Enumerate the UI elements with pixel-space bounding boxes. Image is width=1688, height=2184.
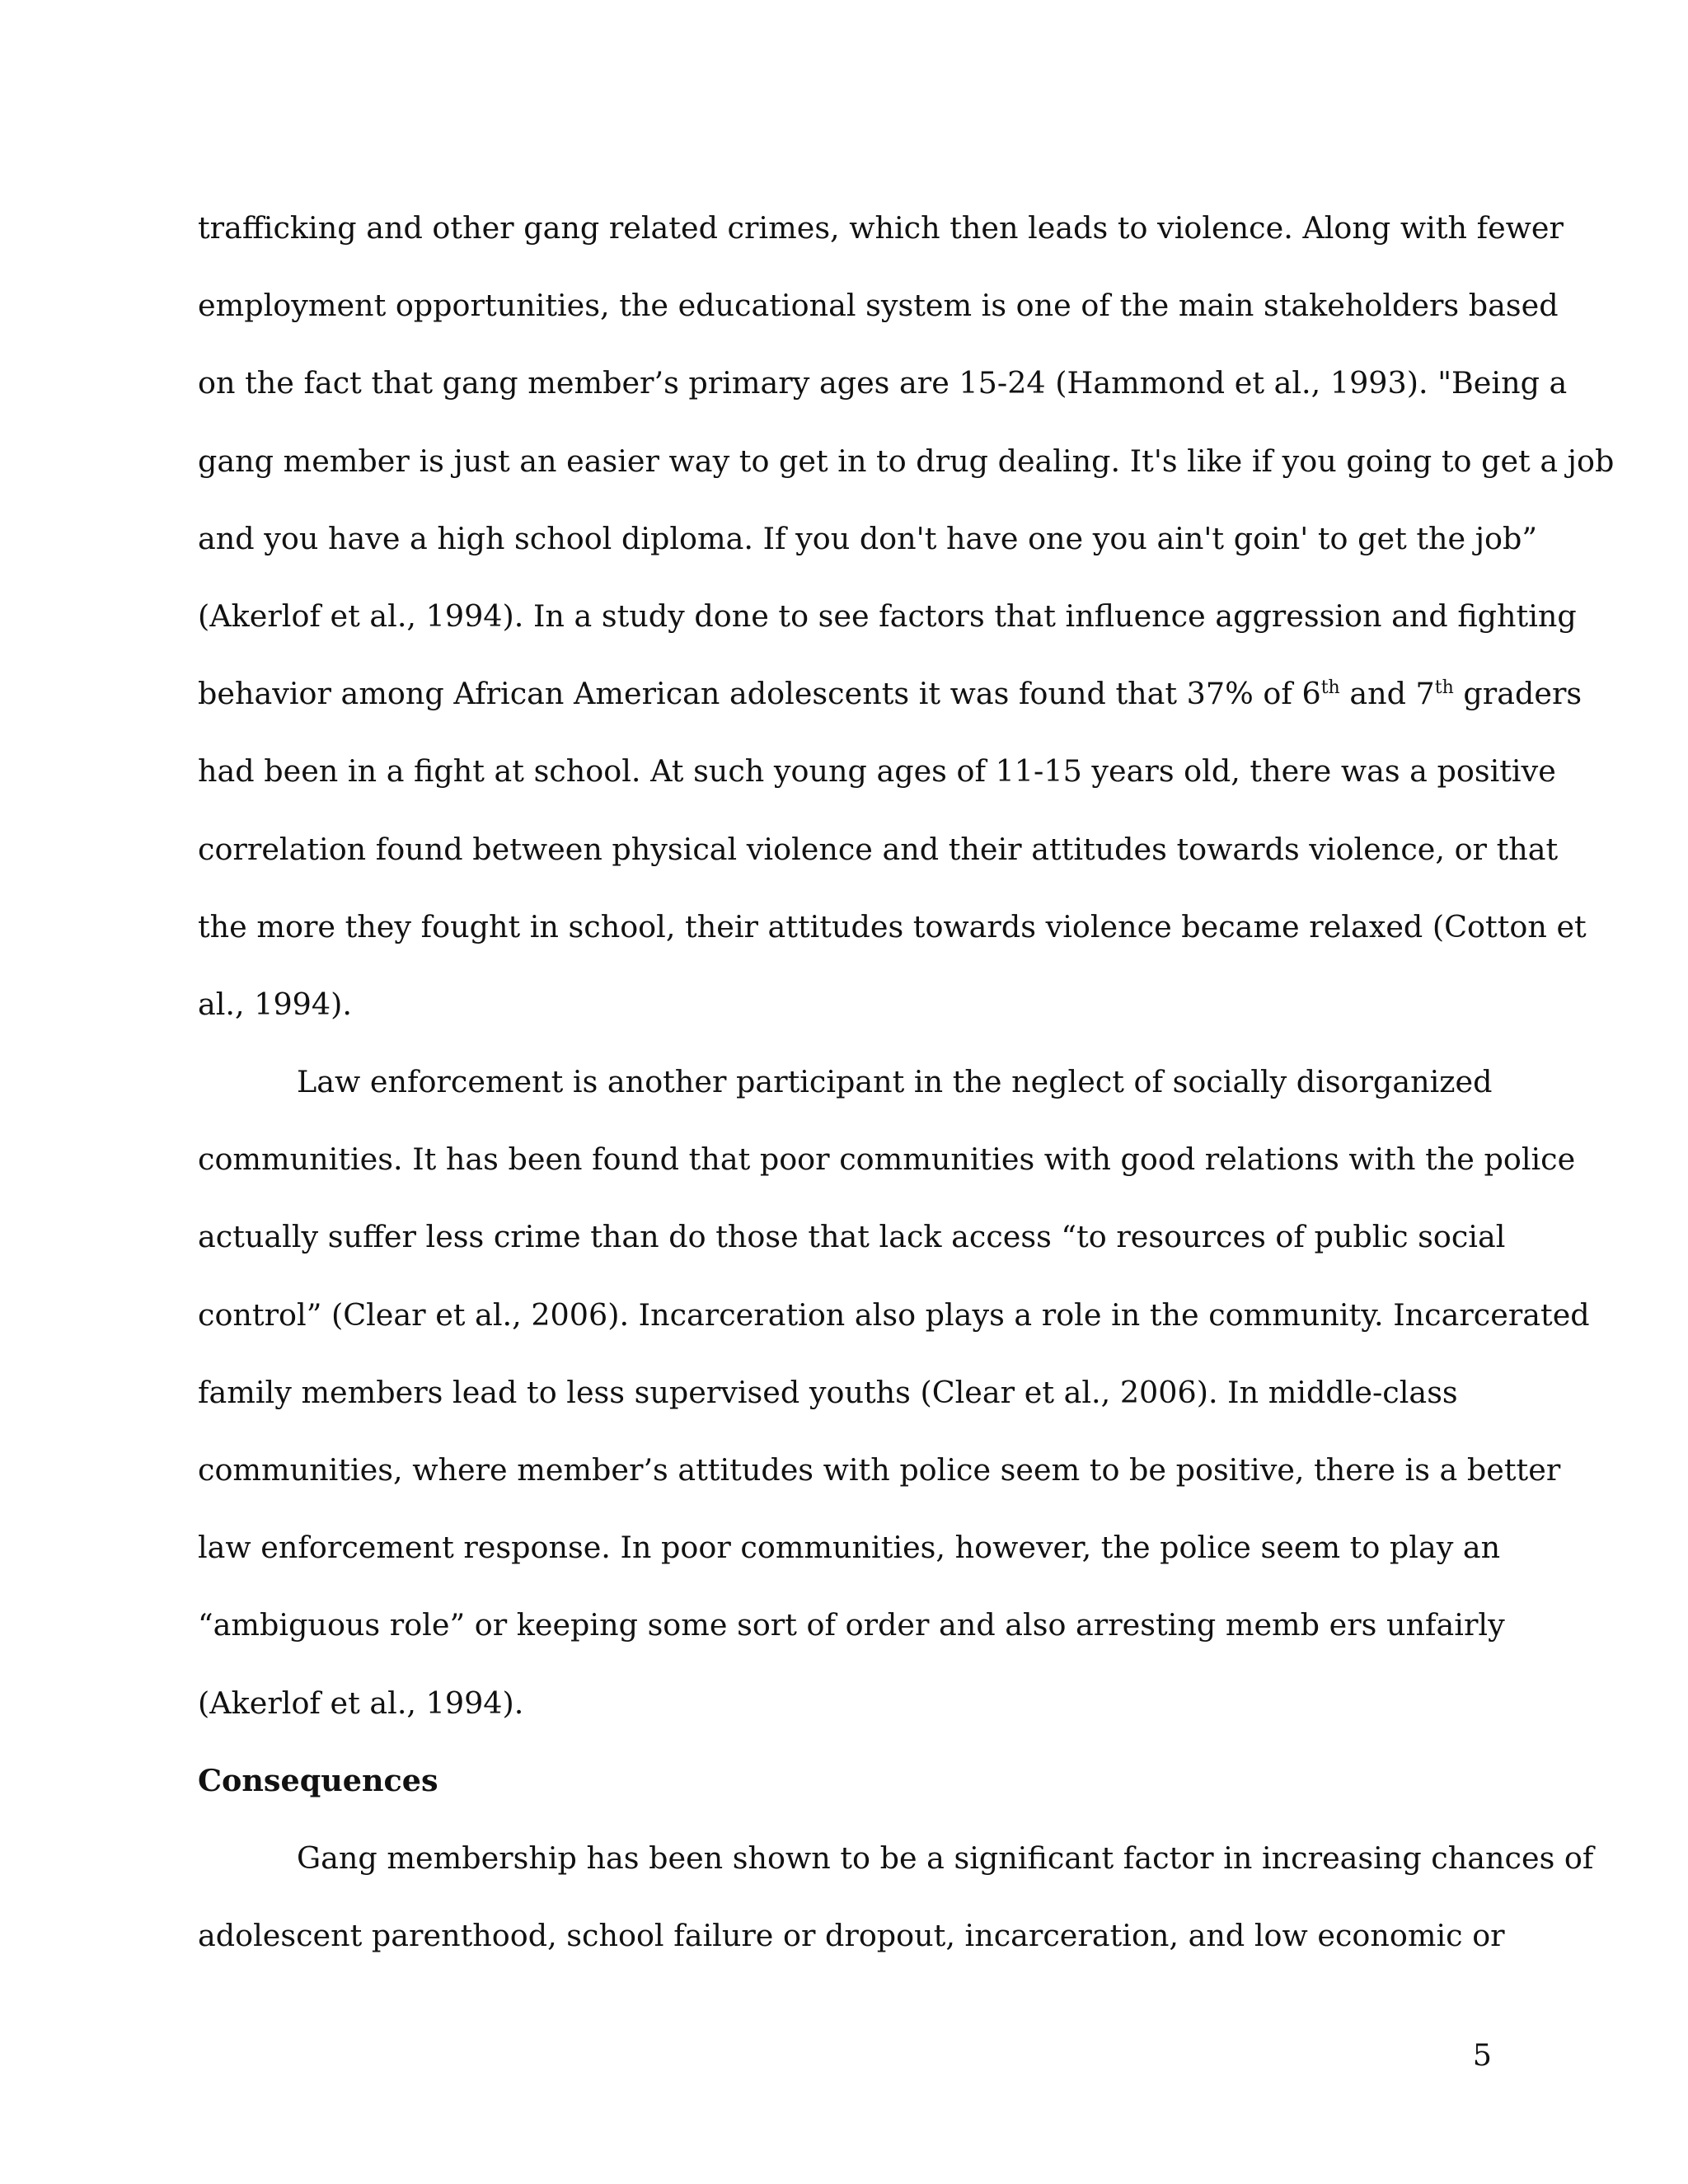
paragraph-start-line: Gang membership has been shown to be a significant factor in increasing chances of xyxy=(297,1840,1594,1876)
superscript: th xyxy=(1320,677,1340,698)
body-text xyxy=(198,190,1615,1975)
text-line: “ambiguous role” or keeping some sort of order and also arresting memb ers unfairly xyxy=(198,1607,1505,1643)
text-line: al., 1994). xyxy=(198,986,352,1022)
text-line: and you have a high school diploma. If you don't have one you ain't goin' to get the job” xyxy=(198,520,1538,556)
text-line: had been in a fight at school. At such young ages of 11-15 years old, there was a positive xyxy=(198,753,1556,790)
text-line: (Akerlof et al., 1994). xyxy=(198,1685,524,1721)
text-line: communities. It has been found that poor communities with good relations with the police xyxy=(198,1141,1576,1178)
text-line: employment opportunities, the educational system is one of the main stakeholders based xyxy=(198,288,1559,324)
text-line: correlation found between physical violence and their attitudes towards violence, or that xyxy=(198,831,1559,867)
text-line: on the fact that gang member’s primary ages are 15-24 (Hammond et al., 1993). "Being a xyxy=(198,365,1568,401)
text-line: family members lead to less supervised youths (Clear et al., 2006). In middle-class xyxy=(198,1374,1458,1410)
text-line: adolescent parenthood, school failure or dropout, incarceration, and low economic or xyxy=(198,1918,1505,1954)
superscript: th xyxy=(1434,677,1454,698)
text-line: the more they fought in school, their attitudes towards violence became relaxed (Cotton et xyxy=(198,908,1587,944)
text-line: (Akerlof et al., 1994). In a study done to see factors that influence aggression and fighting xyxy=(198,598,1577,634)
page-number: 5 xyxy=(1472,2037,1492,2073)
text-line: trafficking and other gang related crimes, which then leads to violence. Along with fewer xyxy=(198,210,1564,246)
text-line: communities, where member’s attitudes with police seem to be positive, there is a better xyxy=(198,1452,1561,1488)
text-segment: graders xyxy=(1453,676,1582,712)
section-heading: Consequences xyxy=(198,1762,438,1798)
text-segment: behavior among African American adolescents it was found that 37% of 6 xyxy=(198,676,1321,712)
text-line-superscripts xyxy=(198,655,1582,733)
text-segment: and 7 xyxy=(1339,676,1435,712)
text-line: control” (Clear et al., 2006). Incarceration also plays a role in the community. Incarcerated xyxy=(198,1296,1590,1333)
text-line: gang member is just an easier way to get in to drug dealing. It's like if you going to get a job xyxy=(198,443,1615,479)
text-line: law enforcement response. In poor communities, however, the police seem to play an xyxy=(198,1530,1501,1566)
paragraph-start-line: Law enforcement is another participant in the neglect of socially disorganized xyxy=(297,1064,1493,1100)
text-line: actually suffer less crime than do those that lack access “to resources of public social xyxy=(198,1219,1506,1255)
